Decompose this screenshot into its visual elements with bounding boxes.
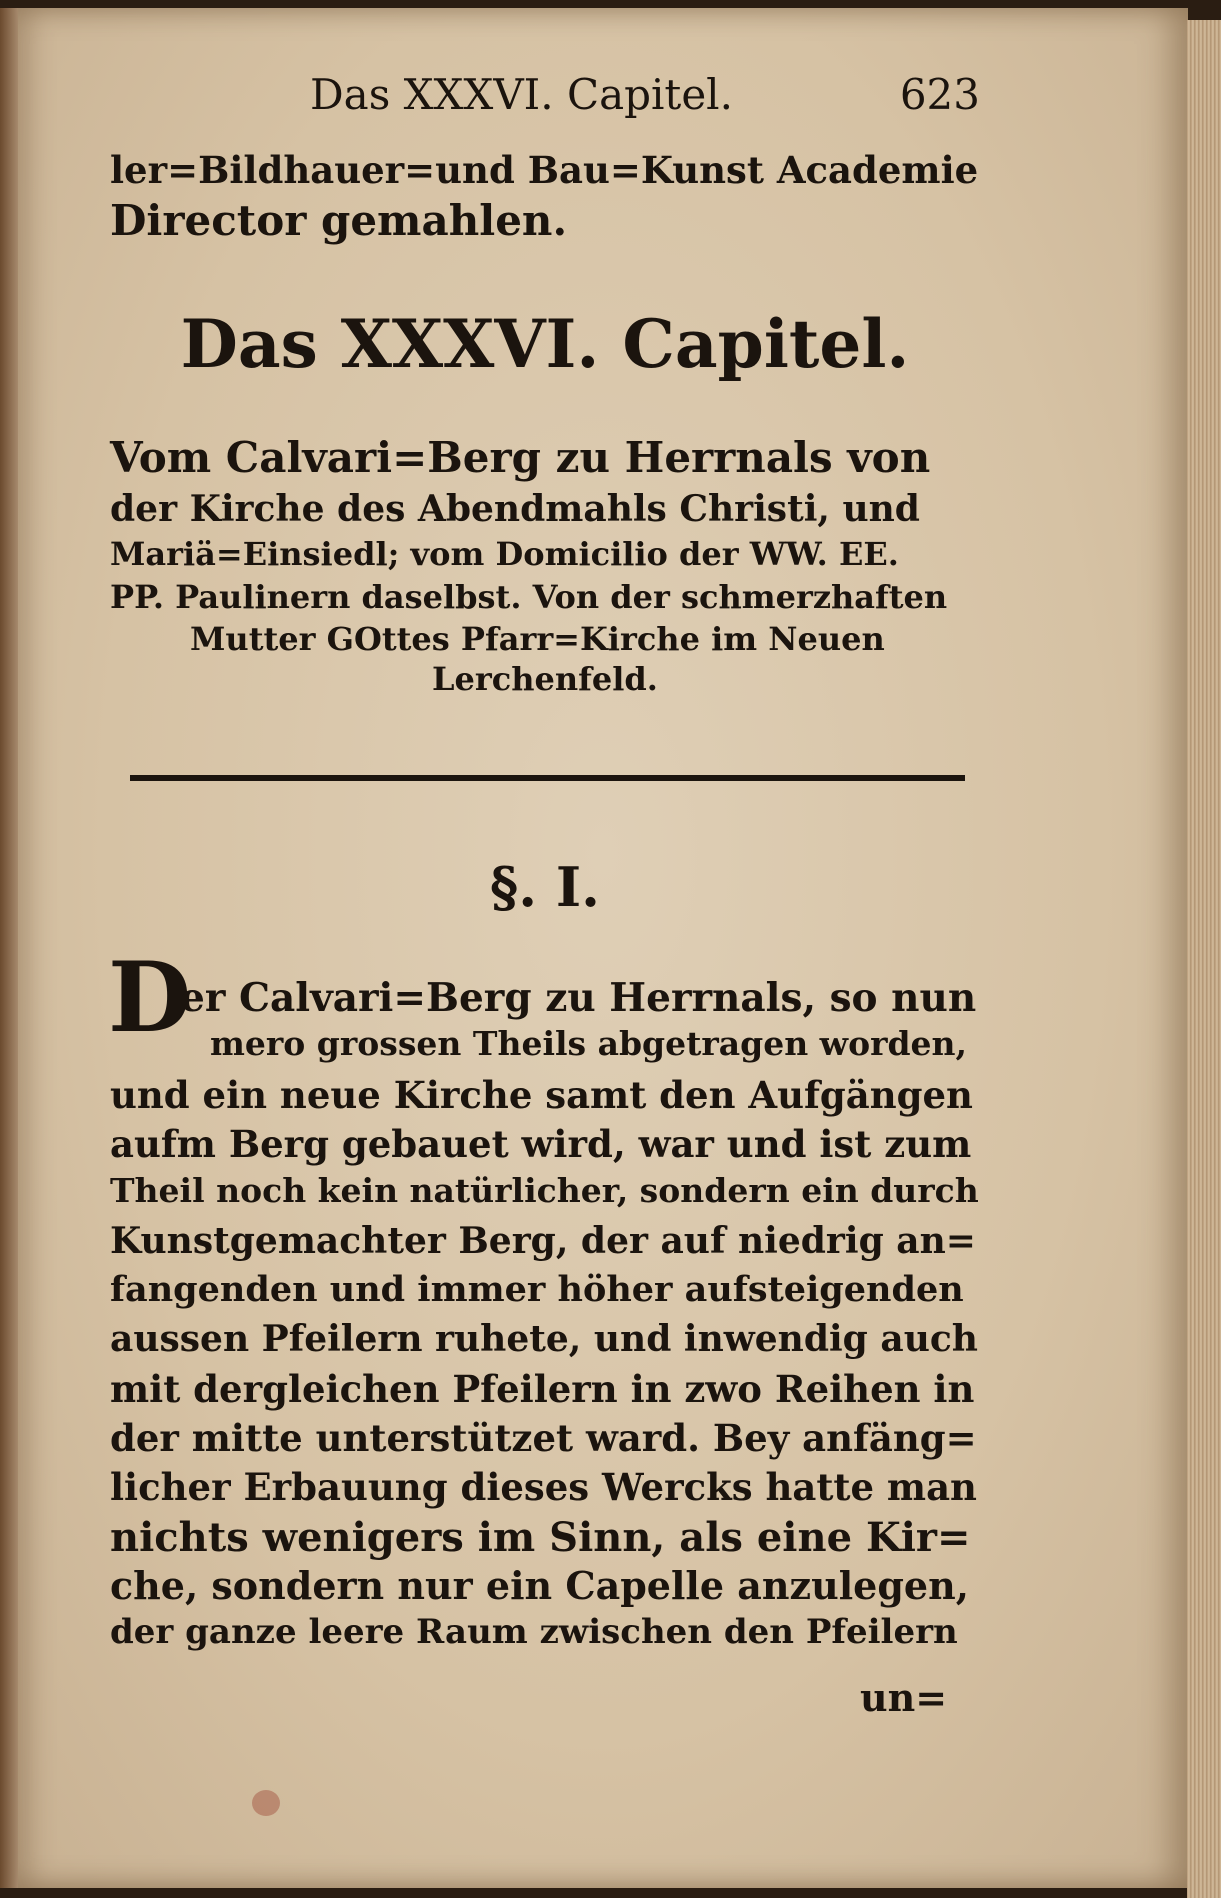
body-line: nichts wenigers im Sinn, als eine Kir=: [110, 1514, 971, 1561]
chapter-subtitle-line: der Kirche des Abendmahls Christi, und: [110, 488, 920, 530]
body-line: der mitte unterstützet ward. Bey anfäng=: [110, 1416, 977, 1460]
body-line: und ein neue Kirche samt den Aufgängen: [110, 1073, 973, 1117]
body-line: aufm Berg gebauet wird, war und ist zum: [110, 1122, 972, 1166]
body-line: der ganze leere Raum zwischen den Pfeilern: [110, 1612, 958, 1652]
body-line: aussen Pfeilern ruhete, und inwendig auch: [110, 1318, 978, 1360]
body-line: Theil noch kein natürlicher, sondern ein durch: [110, 1171, 979, 1210]
previous-text-line: Director gemahlen.: [110, 196, 568, 245]
chapter-subtitle-line: PP. Paulinern daselbst. Von der schmerzhaften: [110, 578, 948, 616]
section-mark: §. I.: [490, 855, 600, 919]
body-line: mit dergleichen Pfeilern in zwo Reihen in: [110, 1367, 975, 1411]
chapter-subtitle-line: Mariä=Einsiedl; vom Domicilio der WW. EE.: [110, 535, 899, 573]
chapter-title: Das XXXVI. Capitel.: [180, 305, 910, 383]
page-number: 623: [899, 70, 980, 119]
chapter-subtitle-line: Vom Calvari=Berg zu Herrnals von: [110, 433, 931, 482]
running-title: Das XXXVI. Capitel.: [310, 70, 733, 119]
catchword: un=: [860, 1675, 948, 1720]
page-edges: [1187, 20, 1221, 1898]
body-line: Kunstgemachter Berg, der auf niedrig an=: [110, 1220, 976, 1262]
body-line: fangenden und immer höher aufsteigenden: [110, 1269, 964, 1310]
divider-rule: [130, 775, 965, 781]
body-line: mero grossen Theils abgetragen worden,: [210, 1024, 968, 1063]
chapter-subtitle-line: Lerchenfeld.: [432, 660, 658, 698]
drop-cap-initial: D: [108, 941, 192, 1054]
body-line: er Calvari=Berg zu Herrnals, so nun: [180, 975, 977, 1021]
chapter-subtitle-line: Mutter GOttes Pfarr=Kirche im Neuen: [190, 620, 885, 658]
body-line: licher Erbauung dieses Wercks hatte man: [110, 1465, 977, 1509]
body-line: che, sondern nur ein Capelle anzulegen,: [110, 1563, 969, 1608]
ink-stain: [252, 1790, 280, 1816]
previous-text-line: ler=Bildhauer=und Bau=Kunst Academie: [110, 148, 979, 192]
